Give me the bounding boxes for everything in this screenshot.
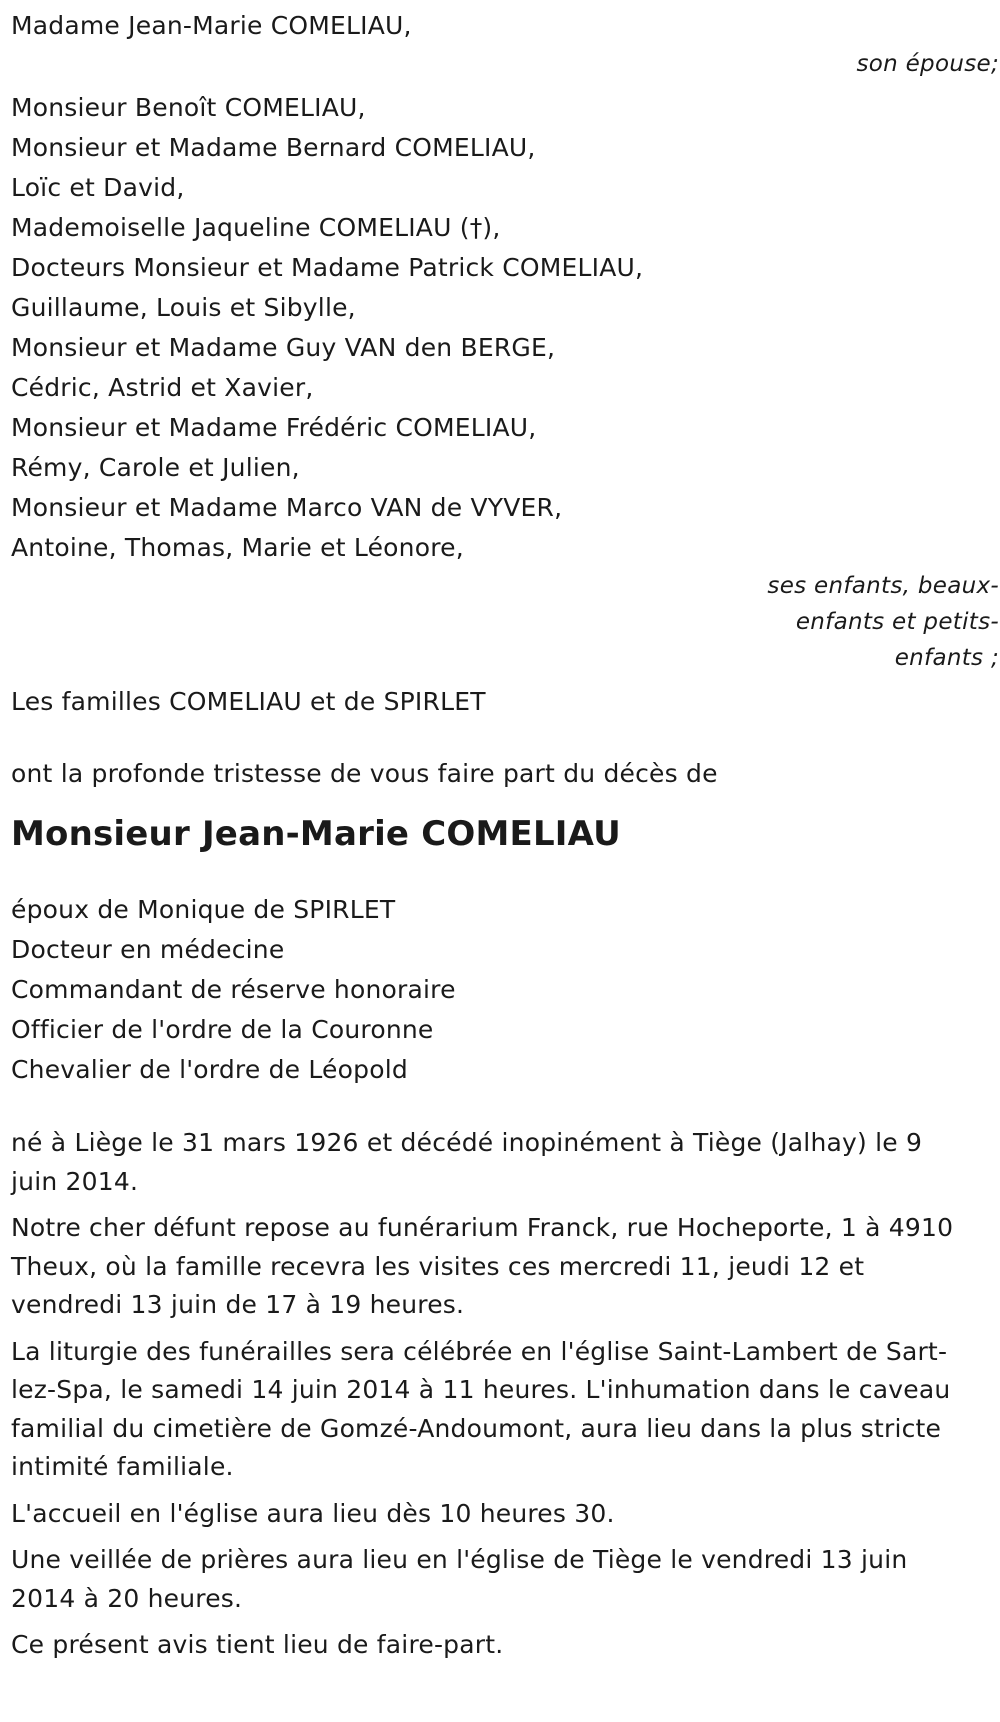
deceased-name: Monsieur Jean-Marie COMELIAU: [11, 814, 621, 854]
list-item: Rémy, Carole et Julien,: [11, 453, 300, 482]
relation-line: enfants ;: [894, 645, 999, 671]
list-item: Loïc et David,: [11, 173, 185, 202]
notice-paragraphs: [11, 1124, 999, 1665]
list-item: Monsieur et Madame Bernard COMELIAU,: [11, 133, 536, 162]
list-item: Monsieur Benoît COMELIAU,: [11, 93, 366, 122]
deceased-titles: [11, 890, 999, 1090]
list-item: Cédric, Astrid et Xavier,: [11, 373, 314, 402]
spouse-name: Madame Jean-Marie COMELIAU,: [11, 11, 412, 40]
reception-paragraph: L'accueil en l'église aura lieu dès 10 heures 30.: [11, 1498, 615, 1528]
closing-paragraph: Ce présent avis tient lieu de faire-part.: [11, 1630, 504, 1659]
title-line: époux de Monique de SPIRLET: [11, 895, 396, 924]
title-line: Officier de l'ordre de la Couronne: [11, 1015, 434, 1044]
notice-column: [11, 6, 999, 1665]
title-line: Chevalier de l'ordre de Léopold: [11, 1055, 408, 1084]
birth-death-paragraph: né à Liège le 31 mars 1926 et décédé inopinément à Tiège (Jalhay) le 9 juin 2014.: [11, 1128, 923, 1196]
list-item: Guillaume, Louis et Sibylle,: [11, 293, 356, 322]
list-item: Monsieur et Madame Marco VAN de VYVER,: [11, 493, 563, 522]
families-line: Les familles COMELIAU et de SPIRLET: [11, 687, 486, 716]
children-relation: [11, 568, 999, 676]
list-item: Docteurs Monsieur et Madame Patrick COMELIAU,: [11, 253, 644, 282]
vigil-paragraph: Une veillée de prières aura lieu en l'église de Tiège le vendredi 13 juin 2014 à 20 heures.: [11, 1545, 908, 1613]
title-line: Docteur en médecine: [11, 935, 285, 964]
visitation-paragraph: Notre cher défunt repose au funérarium Franck, rue Hocheporte, 1 à 4910 Theux, où la famille recevra les visites ces mercredi 11, jeudi 12 et vendredi 13 juin de 17 à 19 heures.: [11, 1213, 954, 1319]
list-item: Mademoiselle Jaqueline COMELIAU (†),: [11, 213, 501, 242]
announcement-line: ont la profonde tristesse de vous faire part du décès de: [11, 759, 718, 788]
list-item: Monsieur et Madame Frédéric COMELIAU,: [11, 413, 537, 442]
relation-line: enfants et petits-: [795, 609, 999, 635]
relation-line: ses enfants, beaux-: [767, 573, 999, 599]
spouse-relation: son épouse;: [856, 51, 999, 77]
list-item: Antoine, Thomas, Marie et Léonore,: [11, 533, 464, 562]
title-line: Commandant de réserve honoraire: [11, 975, 456, 1004]
list-item: Monsieur et Madame Guy VAN den BERGE,: [11, 333, 556, 362]
funeral-paragraph: La liturgie des funérailles sera célébrée en l'église Saint-Lambert de Sart-lez-Spa, le samedi 14 juin 2014 à 11 heures. L'inhumation dans le caveau familial du cimetière de Gomzé-Andoumont, aura lieu dans la plus stricte intimité familiale.: [11, 1336, 951, 1481]
children-list: [11, 88, 999, 568]
